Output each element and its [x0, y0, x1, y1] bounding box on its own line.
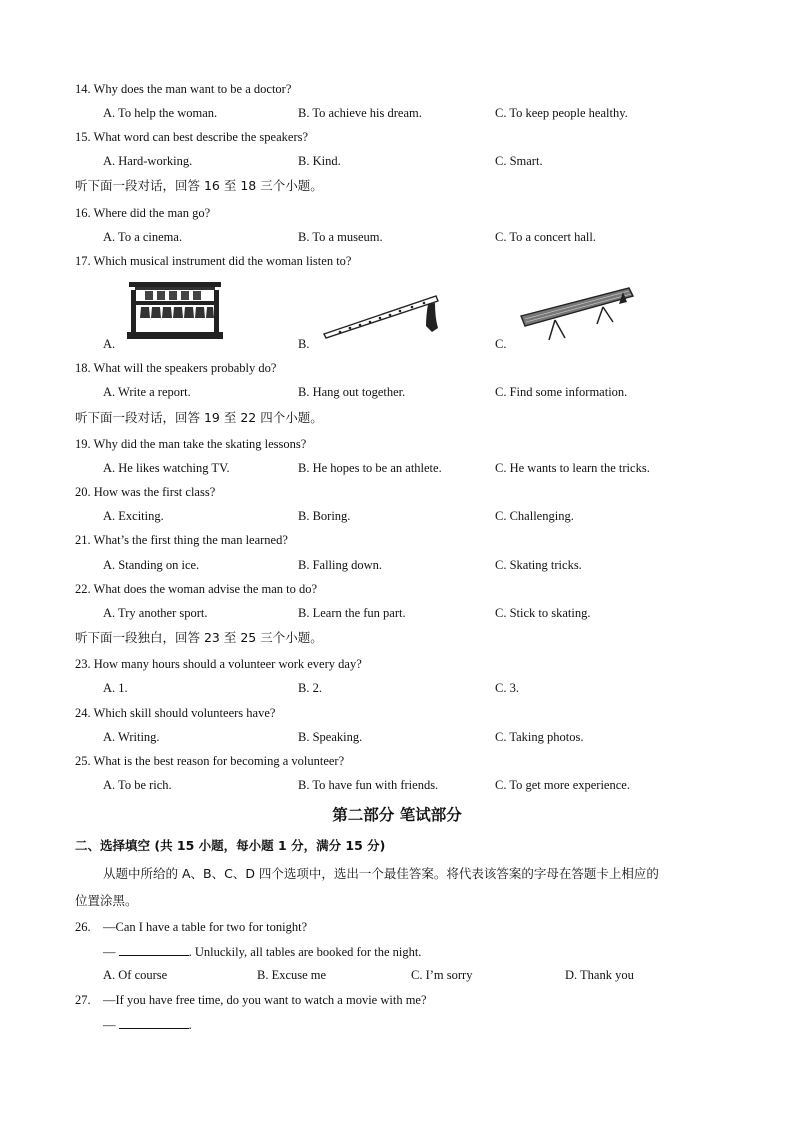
option-17b[interactable]: B.: [298, 337, 310, 351]
option-18c[interactable]: C. Find some information.: [495, 385, 628, 399]
option-21b[interactable]: B. Falling down.: [298, 558, 383, 572]
guzheng-image: [515, 282, 640, 344]
dash: —: [103, 945, 116, 959]
option-22c[interactable]: C. Stick to skating.: [495, 606, 591, 620]
question-25: 25. What is the best reason for becoming a volunteer?: [75, 754, 345, 768]
option-17c[interactable]: C.: [495, 337, 507, 351]
option-14b[interactable]: B. To achieve his dream.: [298, 106, 422, 120]
option-22b[interactable]: B. Learn the fun part.: [298, 606, 406, 620]
option-23c[interactable]: C. 3.: [495, 681, 519, 695]
question-26-line-1: —Can I have a table for two for tonight?: [103, 920, 308, 934]
option-17a[interactable]: A.: [103, 337, 116, 351]
question-19: 19. Why did the man take the skating lessons?: [75, 437, 307, 451]
option-15b[interactable]: B. Kind.: [298, 154, 341, 168]
option-26b[interactable]: B. Excuse me: [257, 968, 327, 982]
option-25b[interactable]: B. To have fun with friends.: [298, 778, 439, 792]
option-26c[interactable]: C. I’m sorry: [411, 968, 473, 982]
section-heading: 二、选择填空 (共 15 小题，每小题 1 分，满分 15 分): [75, 838, 386, 853]
option-14a[interactable]: A. To help the woman.: [103, 106, 218, 120]
option-21c[interactable]: C. Skating tricks.: [495, 558, 582, 572]
option-20c[interactable]: C. Challenging.: [495, 509, 574, 523]
option-14c[interactable]: C. To keep people healthy.: [495, 106, 628, 120]
option-15c[interactable]: C. Smart.: [495, 154, 543, 168]
option-26d[interactable]: D. Thank you: [565, 968, 634, 982]
question-27-line-1: —If you have free time, do you want to watch a movie with me?: [103, 993, 427, 1007]
question-22: 22. What does the woman advise the man to do?: [75, 582, 318, 596]
option-19c[interactable]: C. He wants to learn the tricks.: [495, 461, 650, 475]
option-20a[interactable]: A. Exciting.: [103, 509, 164, 523]
option-25c[interactable]: C. To get more experience.: [495, 778, 630, 792]
directions-line-1: 从题中所给的 A、B、C、D 四个选项中，选出一个最佳答案。将代表该答案的字母在答题卡上相应的: [103, 866, 659, 881]
option-24b[interactable]: B. Speaking.: [298, 730, 363, 744]
option-23a[interactable]: A. 1.: [103, 681, 128, 695]
answer-blank[interactable]: [119, 943, 189, 956]
option-20b[interactable]: B. Boring.: [298, 509, 351, 523]
option-22a[interactable]: A. Try another sport.: [103, 606, 208, 620]
option-16b[interactable]: B. To a museum.: [298, 230, 383, 244]
option-15a[interactable]: A. Hard-working.: [103, 154, 193, 168]
option-18b[interactable]: B. Hang out together.: [298, 385, 406, 399]
option-16a[interactable]: A. To a cinema.: [103, 230, 183, 244]
question-23: 23. How many hours should a volunteer work every day?: [75, 657, 362, 671]
option-24c[interactable]: C. Taking photos.: [495, 730, 584, 744]
question-16: 16. Where did the man go?: [75, 206, 211, 220]
option-16c[interactable]: C. To a concert hall.: [495, 230, 596, 244]
flute-image: [320, 290, 445, 340]
dash: —: [103, 1018, 116, 1032]
directions-line-2: 位置涂黑。: [75, 893, 138, 908]
answer-blank[interactable]: [119, 1016, 189, 1029]
question-20: 20. How was the first class?: [75, 485, 216, 499]
question-27-line-2: [103, 1016, 192, 1033]
question-27-line-2-text: .: [188, 1018, 192, 1032]
question-14: 14. Why does the man want to be a doctor?: [75, 82, 292, 96]
question-24: 24. Which skill should volunteers have?: [75, 706, 276, 720]
question-17: 17. Which musical instrument did the woman listen to?: [75, 254, 352, 268]
question-27-number: 27.: [75, 993, 91, 1007]
instruction-19-22: 听下面一段对话，回答 19 至 22 四个小题。: [75, 410, 323, 425]
question-26-line-2-text: . Unluckily, all tables are booked for the night.: [188, 945, 422, 959]
option-19b[interactable]: B. He hopes to be an athlete.: [298, 461, 442, 475]
question-15: 15. What word can best describe the speakers?: [75, 130, 309, 144]
instruction-16-18: 听下面一段对话，回答 16 至 18 三个小题。: [75, 178, 323, 193]
option-23b[interactable]: B. 2.: [298, 681, 322, 695]
option-19a[interactable]: A. He likes watching TV.: [103, 461, 230, 475]
bianzhong-bells-image: [125, 280, 225, 342]
option-26a[interactable]: A. Of course: [103, 968, 168, 982]
part-two-title: 第二部分 笔试部分: [332, 806, 462, 824]
option-21a[interactable]: A. Standing on ice.: [103, 558, 200, 572]
option-24a[interactable]: A. Writing.: [103, 730, 160, 744]
question-18: 18. What will the speakers probably do?: [75, 361, 277, 375]
question-21: 21. What’s the first thing the man learned?: [75, 533, 288, 547]
option-18a[interactable]: A. Write a report.: [103, 385, 191, 399]
question-26-line-2: [103, 943, 421, 960]
option-25a[interactable]: A. To be rich.: [103, 778, 172, 792]
question-26-number: 26.: [75, 920, 91, 934]
instruction-23-25: 听下面一段独白，回答 23 至 25 三个小题。: [75, 630, 323, 645]
